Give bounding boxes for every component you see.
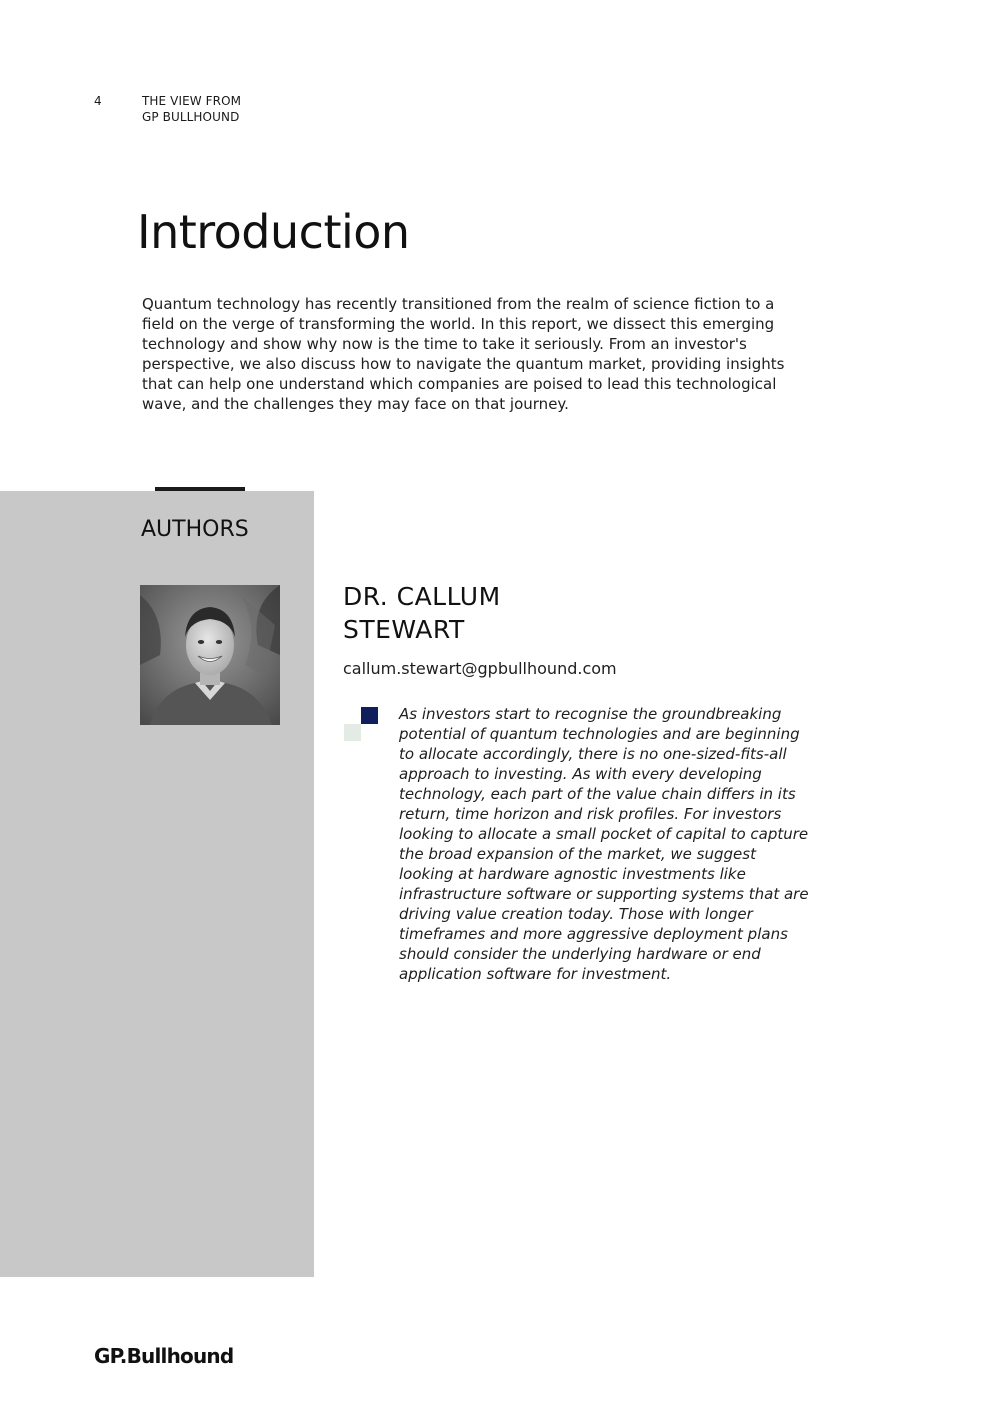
quote-mark-square-navy [361, 707, 378, 724]
author-name-line-2: STEWART [343, 615, 465, 644]
intro-paragraph: Quantum technology has recently transitioned from the realm of science fiction to a field on the verge of transforming the world. In this report, we dissect this emerging technology and show why now is the time to take it seriously. From an investor's perspective, we also discuss how to navigate the quantum market, providing insights that can help one understand which companies are poised to lead this technological wave, and the challenges they may face on that journey. [142, 295, 785, 413]
running-header-line-2: GP BULLHOUND [142, 110, 240, 124]
running-header [142, 93, 241, 125]
author-photo [140, 585, 280, 725]
quote-mark-square-mint [344, 724, 361, 741]
authors-heading: AUTHORS [141, 517, 249, 542]
author-quote: As investors start to recognise the groundbreaking potential of quantum technologies and are beginning to allocate accordingly, there is no one-sized-fits-all approach to investing. As with every developing technology, each part of the value chain differs in its return, time horizon and risk profiles. For investors looking to allocate a small pocket of capital to capture the broad expansion of the market, we suggest looking at hardware agnostic investments like infrastructure software or supporting systems that are driving value creation today. Those with longer timeframes and more aggressive deployment plans should consider the underlying hardware or end application software for investment. [399, 705, 809, 983]
page-number: 4 [94, 94, 102, 108]
page-title: Introduction [137, 205, 410, 259]
author-name-line-1: DR. CALLUM [343, 582, 501, 611]
panel-divider-rule [155, 487, 245, 491]
running-header-line-1: THE VIEW FROM [142, 94, 242, 108]
gp-bullhound-logo: GP.Bullhound [94, 1344, 234, 1368]
quote-mark-icon [344, 707, 378, 741]
author-name [343, 580, 501, 646]
author-email-link[interactable]: callum.stewart@gpbullhound.com [343, 659, 617, 678]
